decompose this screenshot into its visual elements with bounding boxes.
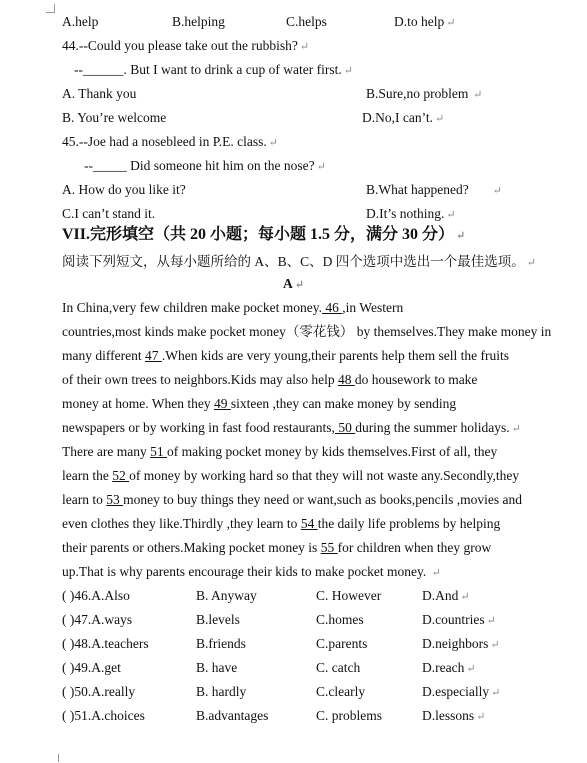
passage-text: many different (62, 348, 145, 363)
passage-line (62, 300, 403, 316)
choice-option: C.homes (316, 612, 364, 627)
passage-text: ,in Western (342, 300, 404, 315)
choice-number: ( )47.A.ways (62, 612, 133, 627)
paragraph-mark: ↵ (431, 567, 441, 579)
choice-option: B. Anyway (196, 588, 257, 603)
passage-line (62, 420, 521, 437)
passage-line (62, 540, 491, 556)
choice-number: ( )49.A.get (62, 660, 121, 675)
paragraph-mark: ↵ (511, 423, 521, 435)
paragraph-mark: ↵ (460, 591, 470, 603)
passage-text: learn the (62, 468, 113, 483)
answer-blank: 52 (112, 468, 130, 483)
page-corner-mark (46, 4, 55, 13)
passage-text: In China,very few children make pocket money. (62, 300, 323, 315)
paragraph-mark: ↵ (486, 615, 496, 627)
option-b: B.helping (172, 14, 225, 29)
passage-text: of making pocket money by kids themselves.First of all, they (166, 444, 498, 459)
choice-option: D.countries ↵ (422, 612, 496, 627)
section-instruction: 阅读下列短文，从每小题所给的 A、B、C、D 四个选项中选出一个最佳选项。 ↵ (62, 254, 536, 269)
passage-line (62, 348, 509, 364)
question-44-prompt: 44.--Could you please take out the rubbish? ↵ (62, 38, 310, 53)
choice-option: D.neighbors ↵ (422, 636, 500, 651)
question-44-reply: --______. But I want to drink a cup of water first. ↵ (74, 62, 353, 77)
choice-option: C. However (316, 588, 382, 603)
option-d: D.It’s nothing. ↵ (366, 206, 456, 221)
passage-text: sixteen ,they can make money by sending (230, 396, 457, 411)
choice-option: B. have (196, 660, 238, 675)
paragraph-mark: ↵ (490, 639, 500, 651)
answer-blank: 54 (300, 516, 318, 531)
passage-text: even clothes they like.Thirdly ,they learn to (62, 516, 301, 531)
option-d: D.to help ↵ (394, 14, 456, 29)
passage-line (62, 564, 441, 581)
option-a: A. How do you like it? (62, 182, 186, 197)
option-d: D.No,I can’t. ↵ (362, 110, 445, 125)
passage-text: newspapers or by working in fast food restaurants, (62, 420, 335, 435)
passage-text: do housework to make (354, 372, 478, 387)
option-c: B. You’re welcome (62, 110, 167, 125)
passage-line (62, 516, 500, 532)
choice-number: ( )51.A.choices (62, 708, 145, 723)
page-corner-mark (58, 754, 67, 762)
passage-text: of money by working hard so that they will not waste any.Secondly,they (129, 468, 520, 483)
answer-blank: 47 (144, 348, 162, 363)
passage-line (62, 468, 519, 484)
passage-text: of their own trees to neighbors.Kids may also help (62, 372, 338, 387)
passage-text: up.That is why parents encourage their kids to make pocket money. (62, 564, 430, 579)
option-b: B.Sure,no problem ↵ (366, 86, 483, 101)
choice-number: ( )46.A.Also (62, 588, 130, 603)
choice-option: C. problems (316, 708, 382, 723)
passage-text: learn to (62, 492, 107, 507)
answer-blank: 53 (106, 492, 124, 507)
passage-text: .When kids are very young,their parents help them sell the fruits (161, 348, 510, 363)
passage-text: their parents or others.Making pocket money is (62, 540, 321, 555)
option-a: A. Thank you (62, 86, 137, 101)
option-a: A.help (62, 14, 99, 29)
choice-number: ( )48.A.teachers (62, 636, 149, 651)
passage-line (62, 372, 477, 388)
paragraph-mark: ↵ (491, 687, 501, 699)
passage-line (62, 444, 497, 460)
choice-option: B.levels (196, 612, 240, 627)
answer-blank: 50 (334, 420, 356, 435)
passage-label: A ↵ (283, 276, 304, 291)
answer-blank: 51 (150, 444, 167, 459)
choice-option: B.friends (196, 636, 246, 651)
answer-blank: 55 (320, 540, 338, 555)
answer-blank: 46 (322, 300, 343, 315)
passage-text: There are many (62, 444, 151, 459)
choice-option: C.parents (316, 636, 368, 651)
passage-text: for children when they grow (337, 540, 492, 555)
question-45-prompt: 45.--Joe had a nosebleed in P.E. class. ↵ (62, 134, 278, 149)
choice-option: C.clearly (316, 684, 366, 699)
option-b: B.What happened? ↵ (366, 182, 502, 197)
option-c: C.I can’t stand it. (62, 206, 156, 221)
passage-line (62, 396, 456, 412)
choice-option: D.especially ↵ (422, 684, 501, 699)
passage-line (62, 324, 551, 340)
choice-option: D.reach ↵ (422, 660, 476, 675)
paragraph-mark: ↵ (476, 711, 486, 723)
passage-text: the daily life problems by helping (317, 516, 501, 531)
choice-option: B. hardly (196, 684, 247, 699)
paragraph-mark: ↵ (466, 663, 476, 675)
passage-text: money to buy things they need or want,such as books,pencils ,movies and (123, 492, 523, 507)
choice-option: C. catch (316, 660, 361, 675)
passage-text: money at home. When they (62, 396, 214, 411)
choice-number: ( )50.A.really (62, 684, 136, 699)
passage-text: countries,most kinds make pocket money（零花钱） by themselves.They make money in (62, 324, 552, 339)
question-45-reply: --_____ Did someone hit him on the nose? ↵ (84, 158, 326, 173)
passage-line (62, 492, 522, 508)
answer-blank: 48 (337, 372, 355, 387)
choice-option: D.lessons ↵ (422, 708, 486, 723)
choice-option: D.And ↵ (422, 588, 470, 603)
choice-option: B.advantages (196, 708, 269, 723)
answer-blank: 49 (213, 396, 231, 411)
passage-text: during the summer holidays. (355, 420, 510, 435)
section-title: VII.完形填空（共 20 小题；每小题 1.5 分，满分 30 分） ↵ (62, 226, 466, 243)
option-c: C.helps (286, 14, 327, 29)
